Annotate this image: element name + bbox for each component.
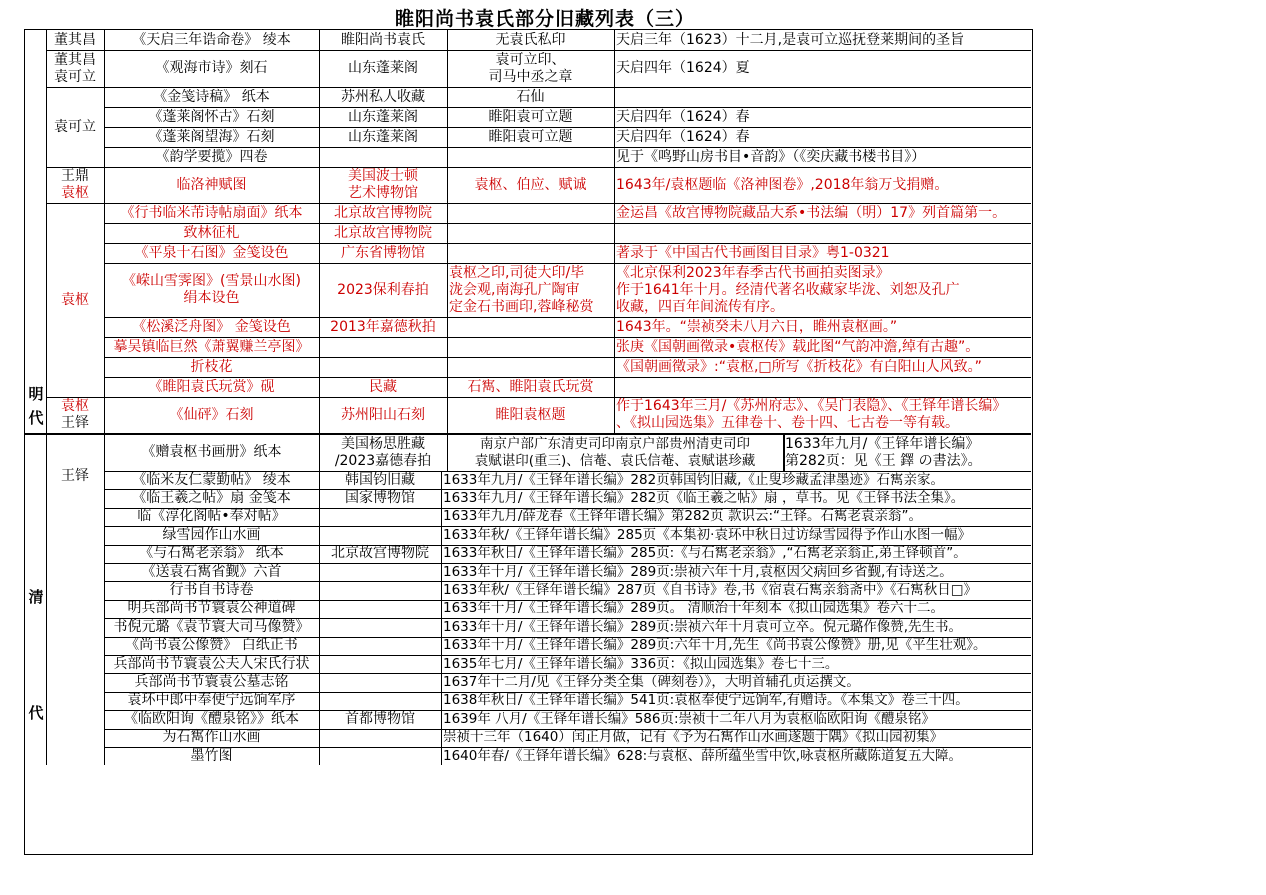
grid-line	[614, 263, 615, 317]
grid-line	[447, 107, 448, 127]
grid-line	[319, 203, 320, 223]
item-title: 《金笺诗稿》 纸本	[153, 88, 270, 105]
grid-line	[614, 357, 615, 377]
grid-line	[614, 30, 615, 50]
grid-line	[614, 317, 615, 337]
note-text: 崇祯十三年（1640）闰正月做，记有《予为石寯作山水画遂题于隅》《拟山园初集》	[443, 729, 944, 746]
item-title: 《睢阳袁氏玩赏》砚	[148, 378, 275, 395]
collection-place	[321, 581, 439, 599]
page-title: 睢阳尚书袁氏部分旧藏列表（三）	[394, 8, 695, 30]
grid-line	[319, 563, 320, 581]
person-name: 袁枢 王铎	[61, 398, 89, 431]
note-text	[616, 377, 1029, 397]
seal-text: 无袁氏私印	[495, 31, 566, 48]
note-text: 1635年七月/《王铎年谱长编》336页：《拟山园选集》卷七十三。	[443, 655, 839, 672]
grid-line	[319, 508, 320, 526]
grid-line	[319, 526, 320, 544]
grid-line	[319, 673, 320, 691]
grid-line	[441, 471, 442, 489]
note-text: 天启四年（1624）夏	[616, 60, 750, 76]
grid-line	[441, 673, 442, 691]
grid-line	[319, 223, 320, 243]
seal-text	[449, 147, 612, 167]
item-title: 绿雪园作山水画	[162, 526, 261, 543]
grid-line	[319, 337, 320, 357]
seal-text	[449, 337, 612, 357]
era-label: 代	[28, 704, 44, 722]
grid-line	[319, 377, 320, 397]
item-title: 《与石寯老亲翁》 纸本	[139, 545, 284, 562]
seal-text: 袁枢之印,司徒大印/毕 泷会观,南海孔广陶审 定金石书画印,蓉峰秘赏	[449, 264, 594, 315]
note-text: 1637年十二月/见《王铎分类全集（碑刻卷）》，大明首辅孔贞运撰文。	[443, 674, 860, 691]
grid-line	[319, 581, 320, 599]
collection-place: 北京故宫博物院	[334, 224, 432, 241]
grid-line	[319, 263, 320, 317]
note-text: 1643年/袁枢题临《洛神图卷》,2018年翁万戈捐赠。	[616, 176, 949, 193]
note-text: 《国朝画徵录》:“袁枢,□所写《折枝花》有白阳山人风致。”	[616, 358, 982, 375]
seal-text	[449, 223, 612, 243]
grid-line	[319, 489, 320, 507]
item-title: 《赠袁枢书画册》纸本	[141, 444, 282, 460]
person-name: 董其昌 袁可立	[54, 51, 96, 85]
grid-line	[319, 692, 320, 710]
item-title: 致林征札	[183, 224, 240, 241]
grid-line	[441, 729, 442, 747]
item-title: 《临王羲之帖》扇 金笺本	[132, 490, 291, 507]
grid-line	[447, 167, 448, 203]
grid-line	[447, 127, 448, 147]
grid-line	[447, 30, 448, 50]
grid-line	[441, 600, 442, 618]
collection-place	[321, 692, 439, 710]
collection-place: 2013年嘉德秋拍	[330, 318, 436, 335]
grid-line	[614, 127, 615, 147]
seal-text: 袁可立印、 司马中丞之章	[488, 51, 573, 85]
collection-place	[321, 618, 439, 636]
grid-line	[447, 377, 448, 397]
item-title: 《韵学要揽》四卷	[155, 148, 268, 165]
seal-text: 石仙	[516, 88, 545, 105]
collection-place	[321, 655, 439, 673]
note-text: 1633年十月/《王铎年谱长编》289页:崇祯六年十月袁可立卒。倪元璐作像赞,先生书。	[443, 618, 963, 635]
grid-line	[614, 243, 615, 263]
seal-text: 睢阳袁可立题	[488, 128, 573, 145]
grid-line	[319, 729, 320, 747]
seal-text: 袁枢、伯应、赋诚	[474, 176, 587, 193]
collection-place	[321, 729, 439, 747]
grid-line	[441, 655, 442, 673]
item-title: 明兵部尚书节寰袁公神道碑	[127, 600, 296, 617]
grid-line	[441, 563, 442, 581]
collection-place: 山东蓬莱阁	[348, 60, 418, 76]
person-name: 王铎	[61, 468, 89, 484]
grid-line	[614, 203, 615, 223]
note-text: 金运昌《故宫博物院藏品大系•书法编（明）17》列首篇第一。	[616, 204, 1007, 221]
seal-text	[449, 243, 612, 263]
item-title: 《观海市诗》刻石	[155, 60, 268, 76]
person-column-border	[104, 30, 105, 765]
grid-line	[447, 223, 448, 243]
collection-place: 山东蓬莱阁	[348, 108, 418, 125]
collection-place: 睢阳尚书袁氏	[341, 31, 425, 48]
grid-line	[447, 147, 448, 167]
grid-line	[319, 87, 320, 107]
grid-line	[319, 317, 320, 337]
note-text: 1633年九月/薛龙春《王铎年谱长编》第282页 款识云:“王铎。石寯老袁亲翁”。	[443, 508, 922, 525]
grid-line	[614, 337, 615, 357]
grid-line	[441, 747, 442, 765]
grid-line	[319, 107, 320, 127]
person-name: 王鼎 袁枢	[61, 168, 89, 201]
collection-place	[321, 337, 445, 357]
grid-line	[447, 317, 448, 337]
note-text: 1633年九月/《王铎年谱长编》 第282页：见《王 鐸 の書法》。	[785, 435, 982, 469]
note-text: 1633年十月/《王铎年谱长编》289页:崇祯六年十月,袁枢因父病回乡省觐,有诗送之。	[443, 563, 953, 580]
grid-line	[319, 397, 320, 433]
collection-place: 苏州阳山石刻	[341, 406, 425, 423]
item-title: 《临欧阳询《醴泉铭》》纸本	[124, 710, 299, 727]
collection-place: 美国杨思胜藏 /2023嘉德春拍	[334, 435, 432, 469]
item-title: 折枝花	[190, 358, 233, 375]
note-text: 1643年。“崇祯癸未八月六日，睢州袁枢画。”	[616, 318, 898, 335]
grid-line	[319, 545, 320, 563]
grid-line	[614, 167, 615, 203]
item-title: 行书自书诗卷	[169, 582, 254, 599]
item-title: 为石寯作山水画	[162, 729, 261, 746]
grid-line	[441, 710, 442, 728]
grid-line	[319, 618, 320, 636]
seal-text	[449, 357, 612, 377]
grid-line	[447, 434, 448, 471]
item-title: 兵部尚书节寰袁公夫人宋氏行状	[113, 655, 310, 672]
collection-place: 北京故宫博物院	[334, 204, 432, 221]
grid-line	[319, 600, 320, 618]
grid-line	[319, 243, 320, 263]
grid-line	[319, 747, 320, 765]
item-title: 《松溪泛舟图》 金笺设色	[132, 318, 291, 335]
note-text: 作于1643年三月/《苏州府志》、《吴门表隐》、《王铎年谱长编》 、《拟山园选集》五律卷十、卷十四、七古卷一等有载。	[616, 398, 1007, 431]
note-text	[616, 223, 1029, 243]
note-text: 1633年秋日/《王铎年谱长编》285页:《与石寯老亲翁》,“石寯老亲翁正,弟王铎顿首”。	[443, 545, 967, 562]
grid-line	[441, 637, 442, 655]
note-text: 1633年秋/《王铎年谱长编》285页《本集初·袁环中秋日过访绿雪园得予作山水图一幅》	[443, 526, 971, 543]
grid-line	[319, 471, 320, 489]
collection-place: 山东蓬莱阁	[348, 128, 418, 145]
item-title: 《临米友仁蒙勤帖》 绫本	[132, 471, 291, 488]
collection-place: 国家博物馆	[345, 490, 415, 507]
grid-line	[441, 581, 442, 599]
grid-line	[441, 526, 442, 544]
collection-place	[321, 508, 439, 526]
grid-line	[441, 508, 442, 526]
grid-line	[447, 337, 448, 357]
grid-line	[447, 243, 448, 263]
person-name: 袁枢	[61, 291, 89, 308]
note-text: 天启三年（1623）十二月,是袁可立巡抚登莱期间的圣旨	[616, 31, 965, 48]
grid-line	[614, 223, 615, 243]
grid-line	[319, 147, 320, 167]
grid-line	[441, 489, 442, 507]
note-text: 1640年春/《王铎年谱长编》628:与袁枢、薛所蕴坐雪中饮,咏袁枢所藏陈道复五大障。	[443, 747, 963, 764]
grid-line	[614, 147, 615, 167]
collection-place: 广东省博物馆	[341, 244, 425, 261]
note-text: 见于《鸣野山房书目•音韵》（《奕庆藏书楼书目》）	[616, 148, 926, 165]
item-title: 临《淳化阁帖•奉对帖》	[137, 508, 286, 525]
note-text: 1633年九月/《王铎年谱长编》282页韩国钧旧藏,《止叟珍藏孟津墨迹》石寯亲家。	[443, 471, 944, 488]
seal-text	[449, 317, 612, 337]
grid-line	[614, 397, 615, 433]
note-text: 1633年十月/《王铎年谱长编》289页。 清顺治十年刻本《拟山园选集》卷六十二。	[443, 600, 944, 617]
item-title: 《平泉十石图》金笺设色	[134, 244, 289, 261]
item-title: 《嵘山雪霁图》(雪景山水图) 绢本设色	[122, 273, 301, 306]
collection-place	[321, 526, 439, 544]
seal-text: 睢阳袁枢题	[495, 406, 566, 423]
seal-text	[449, 203, 612, 223]
grid-line	[319, 127, 320, 147]
grid-line	[441, 692, 442, 710]
grid-line	[614, 377, 615, 397]
item-title: 《天启三年诰命卷》 绫本	[132, 31, 291, 48]
grid-line	[447, 87, 448, 107]
collection-place	[321, 563, 439, 581]
item-title: 《仙砰》石刻	[169, 406, 254, 423]
collection-place: 2023保利春拍	[337, 281, 429, 298]
era-label: 清	[28, 588, 44, 606]
grid-line	[319, 167, 320, 203]
grid-line	[319, 655, 320, 673]
collection-place	[321, 147, 445, 167]
grid-line	[441, 618, 442, 636]
grid-line	[614, 107, 615, 127]
item-title: 临洛神赋图	[176, 176, 247, 193]
collection-place: 民藏	[369, 378, 397, 395]
grid-line	[447, 357, 448, 377]
era-label: 代	[28, 409, 44, 427]
grid-line	[319, 30, 320, 50]
note-text: 天启四年（1624）春	[616, 108, 750, 125]
note-text: 1633年十月/《王铎年谱长编》289页:六年十月,先生《尚书袁公像赞》册,见《平生壮观》。	[443, 637, 987, 654]
collection-place	[321, 673, 439, 691]
item-title: 墨竹图	[190, 747, 233, 764]
grid-line	[614, 50, 615, 87]
note-text: 1638年秋日/《王铎年谱长编》541页:袁枢奉使宁远饷军,有赠诗。《本集文》卷三十四。	[443, 692, 969, 709]
collection-place	[321, 357, 445, 377]
grid-line	[319, 50, 320, 87]
grid-line	[447, 203, 448, 223]
note-text: 著录于《中国古代书画图目目录》粤1-0321	[616, 244, 890, 261]
grid-line	[319, 434, 320, 471]
seal-text: 南京户部广东清吏司印南京户部贵州清吏司印 袁赋谌印(重三)、信菴、袁氏信菴、袁赋谌珍藏	[474, 435, 756, 469]
person-name: 董其昌	[54, 31, 96, 48]
note-text: 张庚《国朝画徵录•袁枢传》载此图“气韵冲澹,绰有古趣”。	[616, 338, 980, 355]
grid-line	[441, 545, 442, 563]
item-title: 《尚书袁公像赞》 白纸正书	[125, 637, 298, 654]
seal-text: 睢阳袁可立题	[488, 108, 573, 125]
note-text: 1633年秋/《王铎年谱长编》287页《自书诗》卷,书《宿袁石寯亲翁斋中》《石寯秋日□》	[443, 582, 977, 599]
seal-text: 石寯、睢阳袁氏玩赏	[467, 378, 594, 395]
collection-place	[321, 637, 439, 655]
note-text: 1633年九月/《王铎年谱长编》282页《临王羲之帖》扇 ，草书。见《王铎书法全集》。	[443, 490, 965, 507]
note-text: 《北京保利2023年春季古代书画拍卖图录》 作于1641年十月。经清代著名收藏家毕泷、刘恕及孔广 收藏，四百年间流传有序。	[616, 264, 960, 315]
era-label: 明	[28, 385, 44, 403]
collection-place: 美国波士顿 艺术博物馆	[348, 168, 418, 201]
item-title: 书倪元璐《袁节寰大司马像赞》	[113, 618, 310, 635]
collection-place: 苏州私人收藏	[341, 88, 425, 105]
person-name: 袁可立	[54, 118, 96, 135]
grid-line	[447, 263, 448, 317]
item-title: 《送袁石寯省觐》六首	[141, 563, 282, 580]
item-title: 摹吴镇临巨然《萧翼赚兰亭图》	[113, 338, 310, 355]
grid-line	[319, 637, 320, 655]
item-title: 兵部尚书节寰袁公墓志铭	[134, 674, 289, 691]
collection-place: 首都博物馆	[345, 710, 415, 727]
grid-line	[614, 87, 615, 107]
collection-place	[321, 600, 439, 618]
grid-line	[319, 710, 320, 728]
grid-line	[783, 434, 785, 471]
note-text: 1639年 八月/《王铎年谱长编》586页:崇祯十二年八月为袁枢临欧阳询《醴泉铭》	[443, 710, 936, 727]
collection-place: 北京故宫博物院	[331, 545, 429, 562]
grid-line	[447, 50, 448, 87]
note-text	[616, 87, 1029, 107]
item-title: 《蓬莱阁望海》石刻	[148, 128, 275, 145]
item-title: 袁环中郎中奉使宁远饷军序	[127, 692, 296, 709]
item-title: 《行书临米芾诗帖扇面》纸本	[120, 204, 303, 221]
collection-table	[24, 29, 1033, 855]
grid-line	[447, 397, 448, 433]
collection-place: 韩国钧旧藏	[345, 471, 415, 488]
note-text: 天启四年（1624）春	[616, 128, 750, 145]
grid-line	[319, 357, 320, 377]
collection-place	[321, 747, 439, 765]
item-title: 《蓬莱阁怀古》石刻	[148, 108, 275, 125]
